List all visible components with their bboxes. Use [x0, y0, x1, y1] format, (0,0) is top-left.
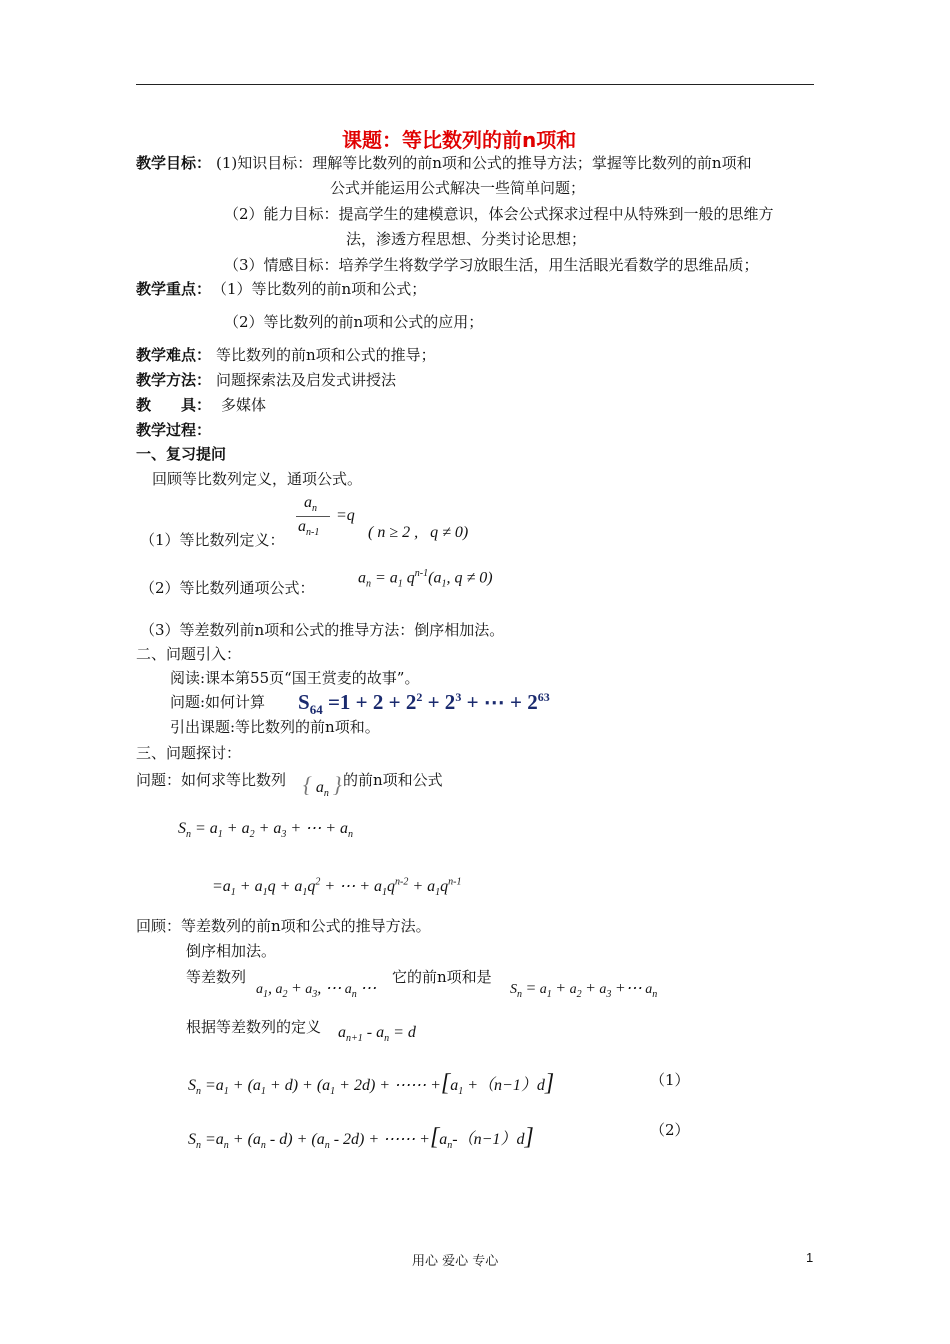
- goal-1-line-1: (1)知识目标：理解等比数列的前n项和公式的推导方法；掌握等比数列的前n项和: [216, 154, 752, 172]
- reverse-add: 倒序相加法。: [186, 942, 277, 960]
- process-label: 教学过程：: [136, 421, 212, 439]
- goal-2-line-2: 法，渗透方程思想、分类讨论思想；: [346, 230, 587, 248]
- arith-seq-terms: $a_1$, $a_2 + a_3$, ⋯ $a_n$ ⋯: [256, 980, 377, 1000]
- equation-1-tag: （1）: [650, 1071, 690, 1089]
- sequence-question-prefix: 问题：如何求等比数列: [136, 771, 287, 789]
- sum-equation-1: $S_n =a_1 + (a_1 + d) + (a_1 + 2d)$ + ⋯⋯ $+[a_1 +(n-1)d]$: [188, 1070, 555, 1098]
- lead-topic: 引出课题:等比数列的前n项和。: [170, 718, 380, 736]
- definition-label: （1）等比数列定义：: [140, 531, 285, 549]
- reading: 阅读:课本第55页“国王赏麦的故事”。: [170, 669, 420, 687]
- arith-method: （3）等差数列前n项和公式的推导方法：倒序相加法。: [140, 621, 505, 639]
- sum-equation-2: $S_n =a_n + (a_n - d) + (a_n - 2d)$ + ⋯⋯ $+[a_n-(n-1)d]$: [188, 1124, 534, 1152]
- s64-formula: $S_{64} =1 + 2 + 2^2 + 2^3$ + ⋯ + $2^{63}$: [298, 690, 550, 718]
- tools-text: 多媒体: [221, 396, 267, 414]
- general-term-formula: $a_n = a_1$ $q^{n-1}(a_1$, q ≠ 0): [358, 568, 493, 590]
- goal-2-line-1: （2）能力目标：提高学生的建模意识，体会公式探求过程中从特殊到一般的思维方: [224, 205, 774, 223]
- header-rule: [136, 84, 814, 85]
- arith-seq-label: 等差数列: [186, 968, 247, 986]
- goal-1-line-2: 公式并能运用公式解决一些简单问题；: [330, 179, 586, 197]
- sn-expansion-2: $=a_1 + a_1q + a_1q^2$ + ⋯ + $a_1q^{n-2} + a_1q^{n-1}$: [212, 876, 462, 899]
- arith-sum: $S_n = a_1 + a_2 + a_3$ +⋯ $a_n$: [510, 980, 658, 1000]
- key-point-1: （1）等比数列的前n项和公式；: [212, 280, 427, 298]
- equals-q: =q: [336, 507, 355, 524]
- section-2-heading: 二、问题引入：: [136, 645, 242, 663]
- footer-text: 用心 爱心 专心: [412, 1254, 499, 1269]
- method-label: 教学方法：: [136, 371, 212, 389]
- by-definition-label: 根据等差数列的定义: [186, 1018, 322, 1036]
- tools-label: 教 具：: [136, 396, 212, 414]
- sequence-an: { $a_n$ }: [303, 772, 342, 800]
- section-1-heading: 一、复习提问: [136, 445, 227, 463]
- difficulty-text: 等比数列的前n项和公式的推导；: [216, 346, 436, 364]
- difficulty-label: 教学难点：: [136, 346, 212, 364]
- arith-difference: $a_{n+1} - a_n = d$: [338, 1024, 416, 1045]
- page-number: 1: [806, 1250, 814, 1265]
- sequence-question-suffix: 的前n项和公式: [343, 771, 443, 789]
- section-1-intro: 回顾等比数列定义，通项公式。: [152, 470, 363, 488]
- definition-formula: $a_n$ $a_{n-1}$: [296, 494, 336, 544]
- goal-3: （3）情感目标：培养学生将数学学习放眼生活，用生活眼光看数学的思维品质；: [224, 256, 759, 274]
- page-title: 课题：等比数列的前n项和: [342, 128, 577, 152]
- recall-line: 回顾：等差数列的前n项和公式的推导方法。: [136, 917, 431, 935]
- general-term-label: （2）等比数列通项公式：: [140, 579, 315, 597]
- definition-condition: ( n ≥ 2 , q ≠ 0): [368, 524, 469, 541]
- equation-2-tag: （2）: [650, 1121, 690, 1139]
- section-3-heading: 三、问题探讨：: [136, 744, 242, 762]
- question-prefix: 问题:如何计算: [170, 693, 266, 711]
- sn-expansion-1: $S_n = a_1 + a_2 + a_3$ + ⋯ + $a_n$: [178, 820, 353, 841]
- key-points-label: 教学重点：: [136, 280, 212, 298]
- key-point-2: （2）等比数列的前n项和公式的应用；: [224, 313, 484, 331]
- goals-label: 教学目标：: [136, 154, 212, 172]
- method-text: 问题探索法及启发式讲授法: [216, 371, 397, 389]
- its-sum-label: 它的前n项和是: [392, 968, 492, 986]
